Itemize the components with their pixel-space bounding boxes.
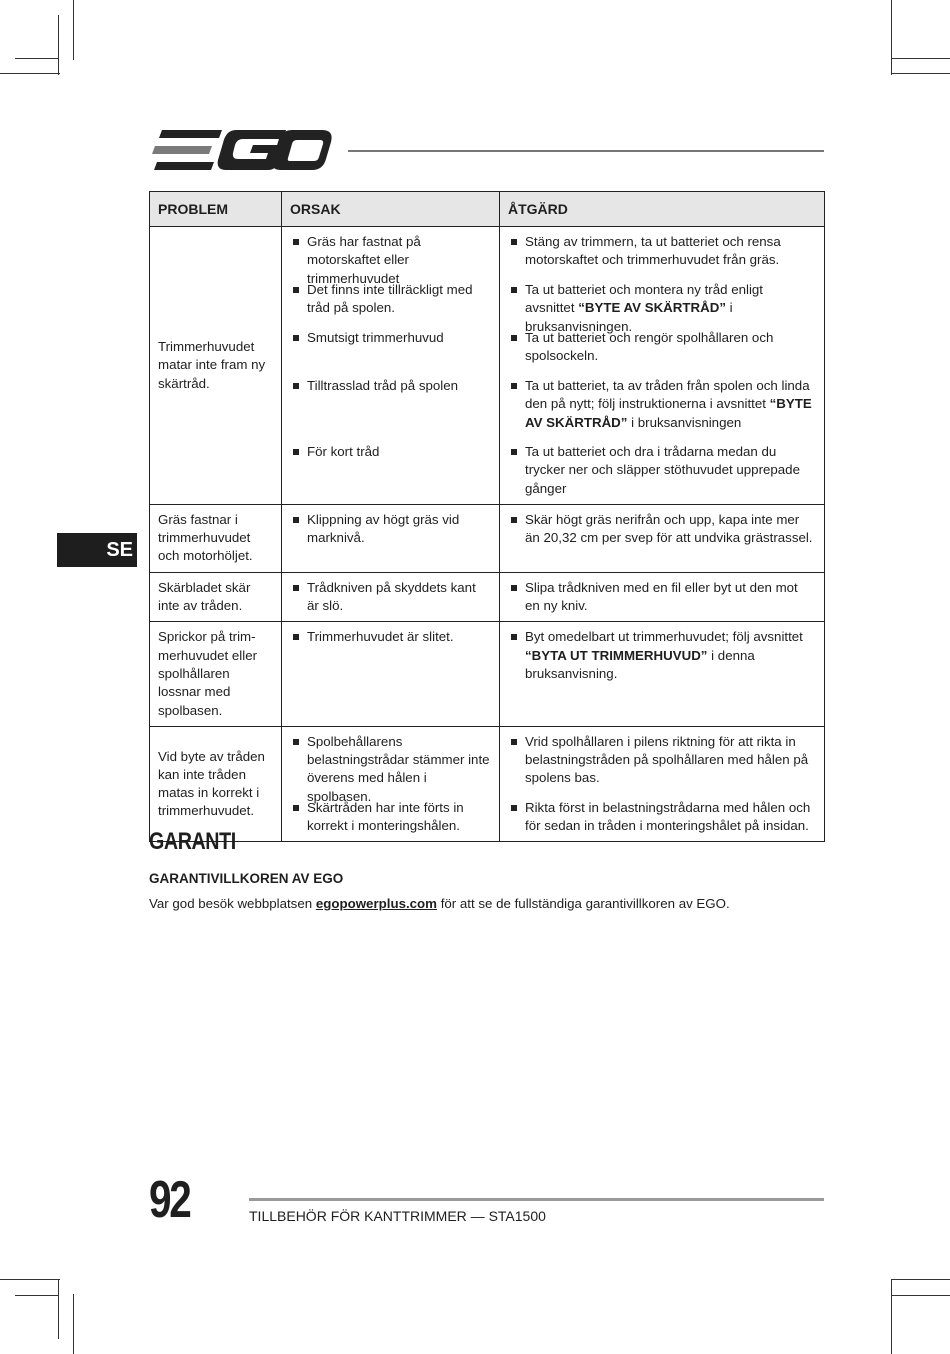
cause-cell (282, 504, 500, 572)
crop-mark (58, 15, 59, 75)
table-header-row (150, 192, 825, 227)
action-item: Ta ut batteriet och dra i trådarna medan du trycker ner och släpper stöthuvudet upprepade gånger (508, 443, 816, 498)
problem-cell (150, 227, 282, 505)
crop-mark (73, 1294, 74, 1354)
section-reference: “BYTE AV SKÄRTRÅD” (525, 396, 812, 430)
cause-cell (282, 227, 500, 505)
cause-item: Skärtråden har inte förts in korrekt i monteringshålen. (290, 799, 491, 836)
cause-cell (282, 572, 500, 622)
cause-item: Det finns inte tillräckligt med tråd på spolen. (290, 281, 491, 318)
warranty-text: Var god besök webbplatsen egopowerplus.com för att se de fullständiga garantivillkoren av EGO. (149, 896, 730, 911)
header-rule (348, 150, 824, 152)
crop-mark (15, 1295, 59, 1296)
crop-mark (15, 58, 59, 59)
cause-item: För kort tråd (290, 443, 491, 461)
cause-cell (282, 726, 500, 842)
crop-mark (891, 1279, 950, 1280)
cause-cell (282, 622, 500, 726)
action-item: Byt omedelbart ut trimmerhuvudet; följ avsnittet “BYTA UT TRIMMERHUVUD” i denna bruksanvisning. (508, 628, 816, 683)
problem-cell (150, 504, 282, 572)
problem-text: Skärbladet skär inte av tråden. (158, 579, 251, 614)
cause-item: Gräs har fastnat på motorskaftet eller trimmerhuvudet (290, 233, 491, 270)
crop-mark (73, 0, 74, 60)
table-row (150, 504, 825, 572)
cause-item: Klippning av högt gräs vid marknivå. (290, 511, 491, 548)
warranty-heading: GARANTI (149, 828, 236, 855)
crop-mark (58, 1279, 59, 1339)
footer-title: TILLBEHÖR FÖR KANTTRIMMER — STA1500 (249, 1208, 546, 1224)
problem-text: Trimmerhuvudet matar inte fram ny skärtråd. (158, 339, 266, 391)
action-item: Stäng av trimmern, ta ut batteriet och rensa motorskaftet och trimmerhuvudet från gräs. (508, 233, 816, 270)
problem-text: Gräs fastnar i trimmerhuvudet och motorhöljet. (158, 511, 253, 564)
cause-item: Tilltrasslad tråd på spolen (290, 377, 491, 432)
page-number: 92 (149, 1171, 190, 1229)
problem-text: Sprickor på trimmerhuvudet eller spolhållaren lossnar med spolbasen. (158, 629, 258, 718)
crop-mark (891, 1279, 892, 1354)
table-row (150, 572, 825, 622)
crop-mark (891, 1295, 950, 1296)
table-row (150, 622, 825, 726)
crop-mark (0, 73, 60, 74)
troubleshooting-table (149, 191, 825, 842)
action-item: Vrid spolhållaren i pilens riktning för att rikta in belastningstråden på spolhållaren med hålen på spolens bas. (508, 733, 816, 788)
crop-mark (0, 1279, 60, 1280)
warranty-link[interactable]: egopowerplus.com (315, 896, 437, 911)
problem-cell (150, 572, 282, 622)
cause-item: Spolbehållarens belastningstrådar stämmer inte överens med hålen i spolbasen. (290, 733, 491, 788)
action-item: Rikta först in belastningstrådarna med hålen och för sedan in tråden i monteringshålet på insidan. (508, 799, 816, 836)
crop-mark (891, 73, 950, 74)
ego-logo (150, 128, 332, 172)
action-cell (500, 504, 825, 572)
cause-item: Trimmerhuvudet är slitet. (290, 628, 491, 646)
column-header-action: ÅTGÄRD (500, 192, 825, 227)
action-item: Ta ut batteriet och montera ny tråd enligt avsnittet “BYTE AV SKÄRTRÅD” i bruksanvisningen. (508, 281, 816, 318)
warranty-subheading: GARANTIVILLKOREN AV EGO (149, 871, 344, 886)
problem-text: Vid byte av tråden kan inte tråden matas in korrekt i trimmerhuvudet. (158, 748, 265, 819)
footer-rule (249, 1198, 824, 1201)
cause-item: Smutsigt trimmerhuvud (290, 329, 491, 366)
section-reference: “BYTA UT TRIMMERHUVUD” (525, 647, 708, 663)
action-cell (500, 622, 825, 726)
action-item: Slipa trådkniven med en fil eller byt ut den mot en ny kniv. (508, 579, 816, 616)
crop-mark (891, 0, 892, 75)
crop-mark (891, 58, 950, 59)
problem-cell (150, 726, 282, 842)
section-reference: “BYTE AV SKÄRTRÅD” (578, 300, 726, 316)
column-header-problem: PROBLEM (150, 192, 282, 227)
cause-item: Trådkniven på skyddets kant är slö. (290, 579, 491, 616)
action-item: Skär högt gräs nerifrån och upp, kapa inte mer än 20,32 cm per svep för att undvika grästrassel. (508, 511, 816, 548)
language-tab: SE (57, 533, 137, 567)
table-row (150, 227, 825, 505)
table-row (150, 726, 825, 842)
action-cell (500, 726, 825, 842)
action-item: Ta ut batteriet, ta av tråden från spolen och linda den på nytt; följ instruktionerna i avsnittet “BYTE AV SKÄRTRÅD” i bruksanvisningen (508, 377, 816, 432)
action-cell (500, 227, 825, 505)
action-item: Ta ut batteriet och rengör spolhållaren och spolsockeln. (508, 329, 816, 366)
action-cell (500, 572, 825, 622)
column-header-cause: ORSAK (282, 192, 500, 227)
problem-cell (150, 622, 282, 726)
